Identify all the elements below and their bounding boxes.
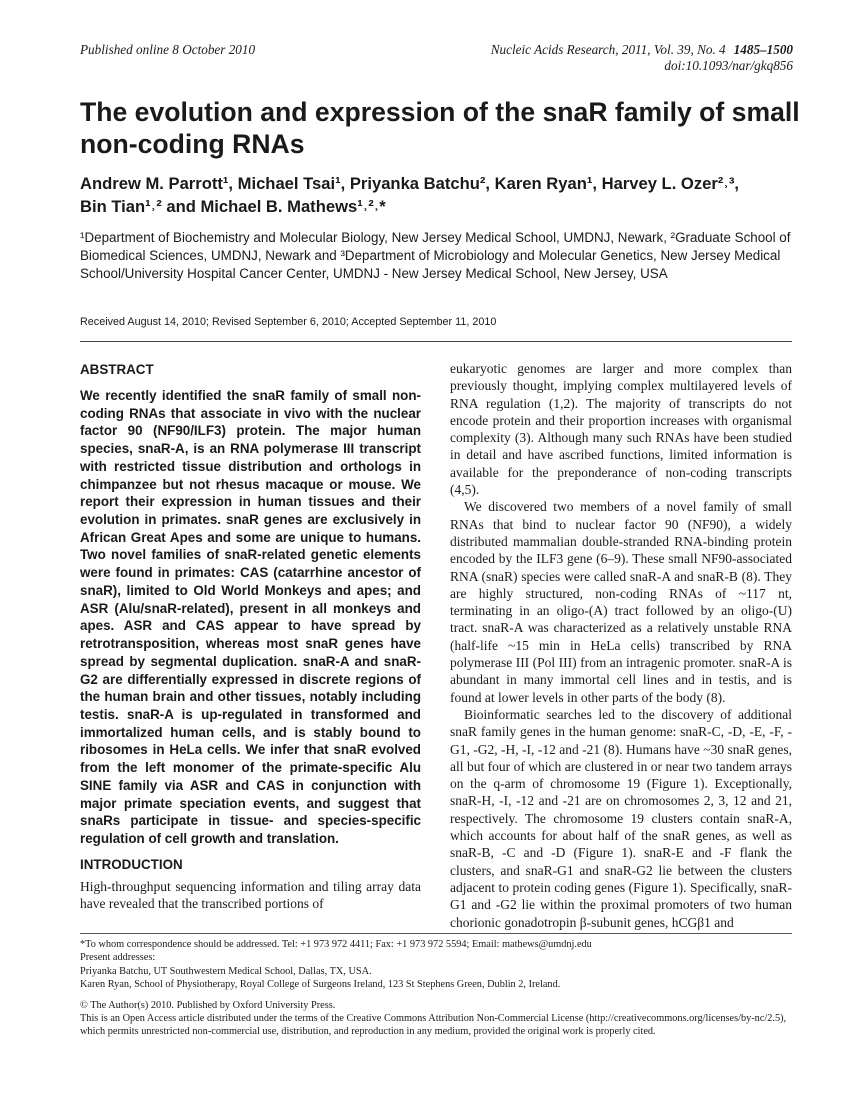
footnote-divider: [80, 933, 792, 934]
page-range: 1485–1500: [733, 42, 793, 57]
paragraph: Bioinformatic searches led to the discovery of additional snaR family genes in the human genome: snaR-C, -D, -E, -F, -G1, -G2, -H, -I, -12 and -21 (8). Humans have ~30 snaR genes, all but four of which are clustered in or near two tandem arrays on the q-arm of chromosome 19 (Figure 1). Exceptionally, snaR-H, -I, -12 and -21 are on chromosomes 2, 3, 12 and 21, respectively. The chromosome 19 clusters contain snaR-A, which accounts for about half of the snaR genes, as well as snaR-B, -C and -D (Figure 1). snaR-E and -F flank the clusters, and snaR-G1 and snaR-G2 lie between the clusters adjacent to protein coding genes (Figure 1). Specifically, snaR-G1 and -G2 lie within the proximal promoters of two human chorionic gonadotropin β-subunit genes, hCGβ1 and: [450, 706, 792, 930]
published-date: Published online 8 October 2010: [80, 42, 256, 57]
footnotes: [80, 938, 792, 1039]
present-addresses-label: Present addresses:: [80, 952, 156, 964]
affiliations: ¹Department of Biochemistry and Molecular Biology, New Jersey Medical School, UMDNJ, Newark, ²Graduate School of Biomedical Sciences, UMDNJ, Newark and ³Department of Microbiology and Molecular Genetics, New Jersey Medical School/University Hospital Cancer Center, UMDNJ - New Jersey Medical School, New Jersey, USA: [80, 230, 791, 282]
copyright-note: © The Author(s) 2010. Published by Oxford University Press.: [80, 999, 336, 1011]
author-list: [80, 172, 800, 218]
paragraph: We discovered two members of a novel family of small RNAs that bind to nuclear factor 90 (NF90), a widely distributed mammalian double-stranded RNA-binding protein encoded by the ILF3 gene (6–9). These small NF90-associated RNA (snaR) species were called snaR-A and snaR-B (8). They are highly structured, non-coding RNAs of ~117 nt, terminating in an oligo-(A) tract followed by an oligo-(U) tract. snaR-A was characterized as a relatively unstable RNA (half-life ~15 min in HeLa cells) transcribed by RNA polymerase III (Pol III) from an intragenic promoter. snaR-A is abundant in many immortal cell lines and in testis, and is found at lower levels in other parts of the body (8).: [450, 499, 792, 705]
received-dates: Received August 14, 2010; Revised September 6, 2010; Accepted September 11, 2010: [80, 316, 497, 328]
abstract-section: [80, 362, 421, 848]
present-address-batchu: Priyanka Batchu, UT Southwestern Medical School, Dallas, TX, USA.: [80, 965, 372, 977]
license-note: This is an Open Access article distributed under the terms of the Creative Commons Attribution Non-Commercial License (http://creativecommons.org/licenses/by-nc/2.5), which permits unrestricted non-commercial use, distribution, and reproduction in any medium, provided the original work is properly cited.: [80, 1013, 787, 1038]
header-divider: [80, 341, 792, 342]
present-address-ryan: Karen Ryan, School of Physiotherapy, Royal College of Surgeons Ireland, 123 St Stephens Green, Dublin 2, Ireland.: [80, 979, 561, 991]
authors-line-1: Andrew M. Parrott¹, Michael Tsai¹, Priyanka Batchu², Karen Ryan¹, Harvey L. Ozer²˒³,: [80, 174, 739, 193]
doi-link[interactable]: doi:10.1093/nar/gkq856: [664, 58, 793, 73]
introduction-text: High-throughput sequencing information and tiling array data have revealed that the transcribed portions of: [80, 879, 421, 912]
introduction-heading: INTRODUCTION: [80, 857, 183, 872]
right-column-text: [450, 360, 792, 931]
journal-citation: Nucleic Acids Research, 2011, Vol. 39, No. 4: [490, 42, 726, 57]
abstract-text: We recently identified the snaR family of small non-coding RNAs that associate in vivo with the nuclear factor 90 (NF90/ILF3) protein. The major human species, snaR-A, is an RNA polymerase III transcript with restricted tissue distribution and orthologs in chimpanzee but not rhesus macaque or mouse. We report their expression in human tissues and their evolution in primates. snaR genes are exclusively in African Great Apes and some are unique to humans. Two novel families of snaR-related genetic elements were found in primates: CAS (catarrhine ancestor of snaR), limited to Old World Monkeys and apes; and ASR (Alu/snaR-related), present in all monkeys and apes. ASR and CAS appear to have spread by retrotransposition, whereas most snaR genes have spread by segmental duplication. snaR-A and snaR-G2 are differentially expressed in discrete regions of the human brain and other tissues, notably including testis. snaR-A is up-regulated in transformed and immortalized human cells, and is stably bound to ribosomes in HeLa cells. We infer that snaR evolved from the left monomer of the primate-specific Alu SINE family via ASR and CAS in conjunction with major primate speciation events, and suggest that snaRs participate in tissue- and species-specific regulation of cell growth and translation.: [80, 388, 421, 846]
authors-line-2: Bin Tian¹˒² and Michael B. Mathews¹˒²˒*: [80, 197, 386, 216]
journal-header: [491, 42, 793, 74]
article-title: The evolution and expression of the snaR family of small non-coding RNAs: [80, 97, 800, 159]
abstract-heading: ABSTRACT: [80, 362, 154, 377]
paragraph: eukaryotic genomes are larger and more complex than previously thought, implying complex multilayered levels of RNA regulation (1,2). The majority of transcripts do not encode protein and their proportion increases with organismal complexity (3). Although many such RNAs have been studied in detail and have ascribed functions, limited information is available for the preponderance of non-coding transcripts (4,5).: [450, 361, 792, 498]
correspondence-note: *To whom correspondence should be addressed. Tel: +1 973 972 4411; Fax: +1 973 972 5594; Email: mathews@umdnj.edu: [80, 939, 592, 950]
